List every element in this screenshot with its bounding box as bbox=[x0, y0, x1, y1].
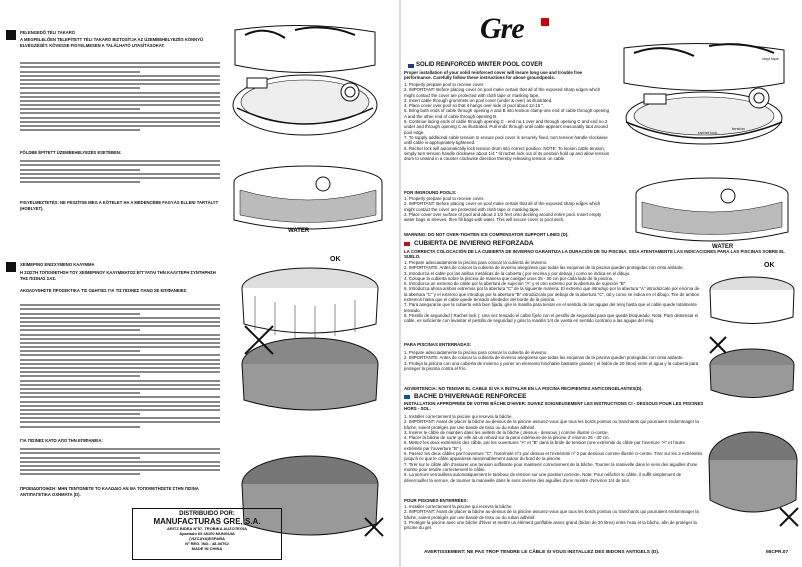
logo-accent bbox=[541, 18, 549, 26]
fr-inground-title: POUR PISCINES ENTERRÉES: bbox=[404, 498, 468, 503]
en-step-3: 3. Insert cable through grommets on pool cover (under & over) as illustrated. bbox=[404, 97, 553, 103]
es-step-5: 5. Introduzca un extremo de cable por la abertura de sujeción "A" y el otro extremo por la abertura de sujeción "B". bbox=[404, 281, 627, 287]
pool-cover-diagram-left bbox=[225, 20, 390, 155]
fr-step-1: 1. Installer correctement la piscine qui recevra la bâche. bbox=[404, 414, 513, 419]
gr-subheading: Η ΣΩΣΤΗ ΤΟΠΟΘΕΤΗΣΗ ΤΟΥ ΧΕΙΜΕΡΙΝΟΥ ΚΑΛΥΜΜΑΤΟΣ ΕΓΓΥΑΤΑΙ ΤΗΝ ΚΑΛΥΤΕΡΗ ΣΥΝΤΗΡΗΣΗ ΤΗΣ ΠΙΣΙΝΑΣ ΣΑΣ. bbox=[20, 270, 216, 281]
fr-step-8: 8. La serrure verrouillera automatiquement le tambour de tension sur une position correcte. Note: Pour relâcher le câble, il suffit simplement de déverrouiller la serrure, de tourner la manivelle dans le sens inverse des aiguilles d'une montre d'environ 1/4 de tour. bbox=[404, 472, 682, 483]
gr-section2: ΓΙΑ ΠΙΣΙΝΕΣ ΚΑΤΩ ΑΠΟ ΤΗΝ ΕΠΙΦΑΝΕΙΑ: bbox=[20, 438, 103, 443]
es-inground-step-2: 2. IMPORTANTE: Antes de colocar la cubierta de invierno asegúrese que todas las esquinas de la piscina queden protegidas con cinta aislante. bbox=[404, 355, 684, 361]
en-step-2: 2. IMPORTANT: Before placing cover on pool make certain that all of the exposed sharp edges which might contact the cover are protected with cloth tape or masking tape. bbox=[404, 87, 601, 98]
gr-language-marker bbox=[6, 262, 16, 272]
right-page bbox=[402, 0, 802, 567]
distributor-line4: Apartado 69 48100 MUNGUIA bbox=[179, 531, 235, 536]
es-step-8: 8. Pestillo de seguridad ( Rachet lock ): Una vez tensado el cable fíjelo con el pestillo de seguridad para que quede bloqueado. Nota: Para destensar el cable, es suficiente con levantar el pestillo de seguridad y girar la manilla 1/4 de vuelta en sentido contrario a las agujas del reloj. bbox=[404, 312, 699, 324]
en-step-7: 7. To supply additional cable tension to ensure pool cover is securely fixed, turn tension handle clockwise until cable is appropriately tightened. bbox=[404, 134, 608, 146]
document-code: MICPR.07 bbox=[766, 550, 789, 555]
fr-warning: AVERTISSEMENT: NE PAS TROP TENDRE LE CÂBLE SI VOUS INSTALLEZ DES BIDONS ANTIGELS (D). bbox=[424, 550, 660, 555]
es-steps bbox=[404, 260, 704, 340]
en-inground-step-2: 2. IMPORTANT: Before placing cover on pool make certain that all of the exposed sharp edges which might contact the cover are protected with cloth tape or masking tape. bbox=[404, 201, 601, 212]
distributor-line7: MADE IN CHINA bbox=[191, 546, 223, 551]
page-fold bbox=[399, 0, 401, 567]
fr-intro: INSTALLATION APPROPRIÉE DE VOTRE BÂCHE D'HIVER: SUIVEZ SOIGNEUSEMENT LES INSTRUCTIONS CI - DESSOUS POUR LES PISCINES HORS - SOL. bbox=[404, 401, 704, 412]
en-steps bbox=[404, 82, 610, 188]
distributor-box bbox=[132, 508, 282, 560]
hu-inground-block bbox=[20, 158, 220, 192]
hu-steps-block bbox=[20, 60, 220, 140]
gre-logo: Gre bbox=[480, 12, 524, 45]
fr-title: BACHE D'HIVERNAGE RENFORCEE bbox=[414, 393, 527, 400]
distributor-line5: (VIZCAYA)ESPAÑA bbox=[189, 536, 225, 541]
hu-warning: FIGYELMEZTETÉS: NE FESZÍTSE MEG A KÖTELET HA A MEDENCÉBE FAGYÁS ELLENI TARTÁLYT (HOBLYET). bbox=[20, 200, 219, 211]
ok-pool-diagram-right bbox=[706, 272, 798, 332]
gr-inground-block bbox=[20, 446, 220, 484]
es-intro: LA CORRECTA COLOCACIÓN DE LA CUBIERTA DE INVIERNO GARANTIZA LA DURACIÓN DE SU PISCINA. SIGA ATENTAMENTE LAS INDICACIONES PARA LAS PISCINAS SOBRE EL SUELO. bbox=[404, 249, 785, 260]
es-step-7: 7. Para asegurarse que la cubierta está bien fijada, gire la manilla para tensar en el sentido de las agujas del reloj hasta que el cable quede totalmente tensado. bbox=[404, 302, 697, 313]
fr-inground-step-2: 2. IMPORTANT: Avant de placer la bâche au-dessus de la piscine assurez-vous que tous les bords pointus ou tranchants qui pourraient endommager la bâche, soient protégés par une bande de tissu ou du ruban adhésif. bbox=[404, 509, 699, 520]
gr-heading: ΧΕΙΜΕΡΙΝΟ ΕΝΙΣΧΥΜΕΝΟ ΚΑΛΥΜΜΑ bbox=[20, 262, 95, 267]
distributor-line3: ARITZ BIDEA Nº57, TROBIKA AUZOTEGIA bbox=[167, 526, 247, 531]
en-inground-steps bbox=[404, 196, 610, 232]
es-step-4: 4. Coloque la cubierta sobre la piscina de manera que cuelgue unos 25 - 30 cm por cada lado de la piscina. bbox=[404, 275, 614, 281]
tension-label: tension bbox=[732, 126, 745, 131]
fr-steps bbox=[404, 414, 704, 496]
ok-label-right: OK bbox=[764, 262, 775, 269]
rachet-lock-label: rachet lock bbox=[698, 130, 718, 135]
gr-warning: ΠΡΟΕΙΔΟΠΟΙΗΣΗ: ΜΗΝ ΤΕΝΤΩΝΕΤΕ ΤΟ ΚΑΛΩΔΙΟ ΑΝ ΘΑ ΤΟΠΟΘΕΤΗΣΕΤΕ ΣΤΗΝ ΠΙΣΙΝΑ ΑΝΤΙΠΑΓΕΤΙΚΑ ΟΧΗΜΑΤΑ (D). bbox=[20, 486, 199, 497]
water-label-left: WATER bbox=[288, 228, 310, 234]
en-step-6: 6. Continue lacing ends of cable through opening C - end no.1 over and through opening C and end no.2 under and through opening C as illustrated. Pull ends through until cable appears reasonably taut around pool edge. bbox=[404, 119, 608, 135]
wrong-pool-diagram-left bbox=[235, 322, 385, 422]
es-step-2: 2. IMPORTANTE: Antes de colocar la cubierta de invierno asegúrese que todas las esquinas de la piscina queden protegidas con cinta aislante. bbox=[404, 265, 684, 271]
fr-step-3: 3. Insérer le câble de maintien dans les oeillets de la bâche ( dessus - dessous ) comme illustré ci-contre. bbox=[404, 429, 609, 435]
gr-steps-block bbox=[20, 302, 220, 452]
wrong-pool-diagram-right-2 bbox=[706, 420, 800, 530]
en-step-8: 8. Rachet lock will automatically lock tension drum into correct position. NOTE: To loosen cable tension, simply turn tension handle clockwise about 1/4 " tit rachet lock out of its position hold up and allow tension drum to unwind in a counter clockwise direction thereby releasing tension on cable. bbox=[404, 145, 610, 162]
gr-section1: ΑΚΟΛΟΥΘΗΣΤΕ ΠΡΟΣΕΚΤΙΚΑ ΤΙΣ ΟΔΗΓΙΕΣ ΓΙΑ ΤΙΣ ΠΙΣΙΝΕΣ ΠΑΝΩ ΣΕ ΕΠΙΦΑΝΕΙΕΣ: bbox=[20, 288, 188, 293]
distributor-line1: DISTRIBUIDO POR: bbox=[179, 511, 235, 517]
es-step-1: 1. Prepare adecuadamente la piscina para colocar la cubierta de invierno. bbox=[404, 260, 548, 265]
es-step-6: 6. Introduzca ahora ambos extremos por la abertura "C" de la siguiente manera: El extremo que introdujo por la abertura "A" introdúzcalo por encima de la abertura "C" y el extremo que introdujo por la abertura "B" introdúzcalo por debajo de la abertura "C", tal y como se indica en el dibujo. Tire de ambos extremos hasta que el cable quede tensado alrededor del borde de la piscina. bbox=[404, 286, 700, 303]
fr-step-7: 7. Tirer sur le câble afin d'assurer une tension suffisante pour maintenir correctement de la bâche. Tourner la manivelle dans le sens des aiguilles d'une montre pour tendre correctement le câble. bbox=[404, 461, 698, 472]
hu-subheading: A MEGFELELŐEN TELEPÍTETT TÉLI TAKARÓ BIZTOSÍTJA AZ ÜZEMBEHELYEZÉS KÖNNYŰ ELVÉGZÉSÉT. KÖVESSE FIGYELMESEN A TALÁLHATÓ UTASÍTÁSOKAT. bbox=[20, 37, 204, 48]
spain-flag-icon bbox=[404, 242, 410, 246]
hu-language-marker bbox=[6, 30, 16, 40]
wrong-pool-diagram-right bbox=[706, 335, 798, 407]
water-label-right: WATER bbox=[712, 244, 734, 250]
en-inground-step-3: 3. Place cover over surface of pool and about 2 1/2 feet onto decking around entire pool. Insert empty water bags in sleeves, then fill bags with water. This will secure cover to pool deck. bbox=[404, 211, 602, 223]
fr-inground-step-3: 3. Protéger la piscine avec une bâche d'hiver et mettre un élément gonflable assez grand (bidon de 20 litres) entre l'eau et la bâche, afin de protéger la piscine du gel. bbox=[404, 519, 697, 531]
water-diagram-right bbox=[630, 172, 795, 252]
es-inground-step-3: 3. Proteja la piscina con una cubierta de invierno y poner un elemento hinchable bastante grande ( el bidón de 20 litros) entre el agua y la cubierta para proteger la piscina contra el frío. bbox=[404, 360, 699, 371]
en-title: SOLID REINFORCED WINTER POOL COVER bbox=[416, 62, 543, 68]
ok-label-left: OK bbox=[330, 256, 341, 263]
es-inground-title: PARA PISCINAS ENTERRADAS: bbox=[404, 342, 472, 347]
fr-step-6: 6. Passez les deux câbles par l'ouverture "C", l'extrémité nº1 par dessus et l'extrémité nº 2 par dessous comme illustré ci-contre. Tirer sur les 2 extrémités jusqu'à ce que le câble apparaisse raisonnablement autour du bord de la piscine. bbox=[404, 451, 703, 462]
es-warning: ADVERTENCIA: NO TENSAR EL CABLE SI VA A INSTALAR EN LA PISCINA RECIPIENTES ANTICONGELANTES(D). bbox=[404, 386, 643, 391]
en-warning: WARNING: DO NOT OVER-TIGHTEN ICE COMPENSATOR SUPPORT LINES (D). bbox=[404, 232, 569, 237]
fr-inground-step-1: 1. Installer correctement la piscine qui recevra la bâche. bbox=[404, 504, 513, 509]
fr-step-2: 2. IMPORTANT: Avant de placer la bâche au-dessus de la piscine assurez-vous que tous les bords pointus ou tranchants qui pourraient endommager la bâche, soient protégés par une bande de tissu ou du ruban adhésif. bbox=[404, 419, 699, 430]
en-inground-step-1: 1. Properly prepare pool to receive cover. bbox=[404, 196, 485, 201]
hu-section2: FÖLDBE ÉPÍTETT ÜZEMBEHELYEZÉS ESETÉBEN: bbox=[20, 150, 122, 155]
distributor-line2: MANUFACTURAS GRE, S.A. bbox=[153, 517, 261, 526]
vinyl-tape-label: vinyl tape bbox=[762, 56, 779, 61]
es-inground-steps bbox=[404, 350, 704, 384]
uk-flag-icon bbox=[408, 64, 414, 68]
en-intro: Proper installation of your solid reinforced cover will insure long use and trouble free performance. Carefully follow these instructions for above groundpools. bbox=[404, 70, 583, 81]
fr-step-5: 5. Mettez les deux extrémités des câble, par les ouvertures "A" et "B" dans la bride de tension (une extrémité du câble par l'overture "A" et l'autre extrémité par l'ouverture "B" ). bbox=[404, 440, 685, 451]
en-step-5: 5. Bring both ends of cable through opening A and B into tension clamp-one end of cable through opening A and the other end of cable through opening B. bbox=[404, 108, 610, 119]
fr-step-4: 4. Placer la bâche de sorte qu' elle ait un rebord sur la paroi extérieure de la piscine d' environ 25 - 30 cm. bbox=[404, 435, 610, 441]
france-flag-icon bbox=[404, 395, 410, 399]
hu-heading: FELENGEDŐ TÉLI TAKARÓ bbox=[20, 30, 76, 35]
left-page bbox=[0, 0, 398, 567]
en-step-4: 4. Place cover over pool so that it hangs over side of pool about 12-15 ". bbox=[404, 103, 545, 109]
en-step-1: 1. Properly prepare pool to receive cover. bbox=[404, 82, 485, 87]
fr-inground-steps bbox=[404, 504, 704, 542]
es-inground-step-1: 1. Prepare adecuadamente la piscina para colocar la cubierta de invierno. bbox=[404, 350, 548, 355]
es-title: CUBIERTA DE INVIERNO REFORZADA bbox=[414, 240, 534, 247]
en-inground-title: FOR INGROUND POOLS: bbox=[404, 190, 457, 195]
distributor-line6: Nº REG. IND.: 48-06762 bbox=[185, 541, 229, 546]
es-step-3: 3. Introduzca el cable por las anillas metálicas de la cubierta ( por encima y por debajo ) como se indica en el dibujo. bbox=[404, 270, 631, 276]
